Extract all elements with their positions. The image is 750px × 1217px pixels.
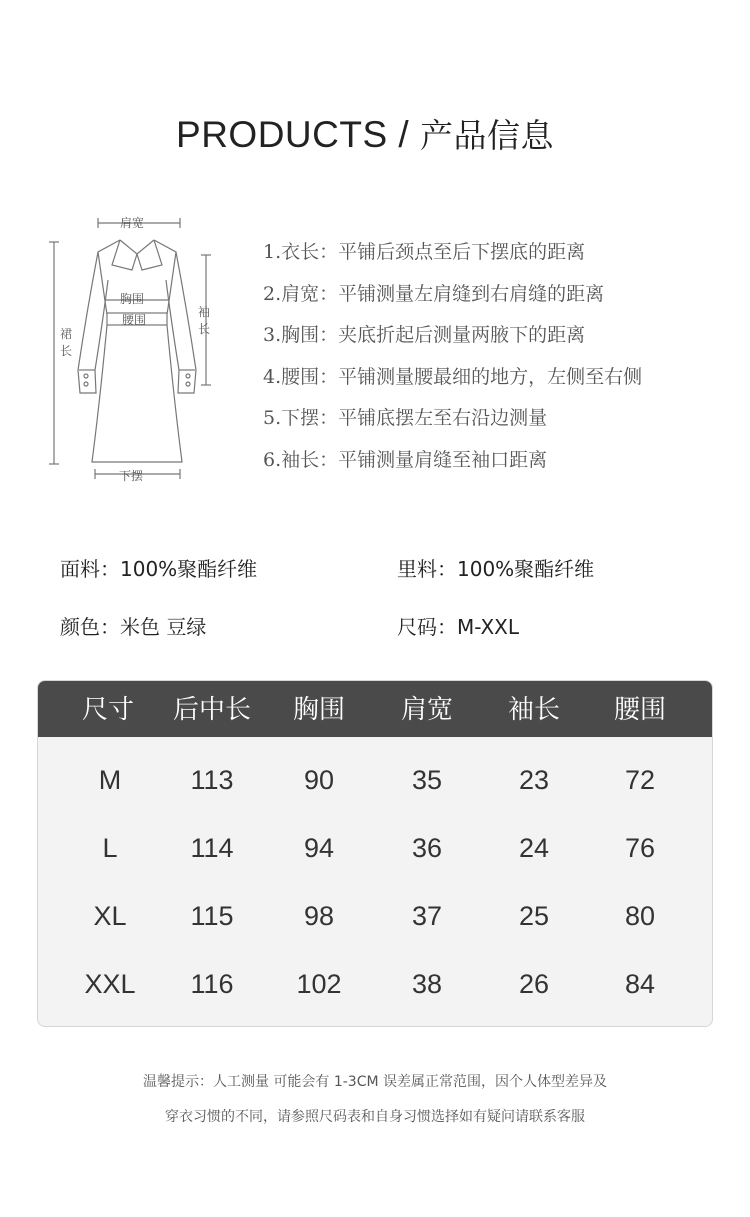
table-cell: 114 xyxy=(190,833,234,863)
table-cell: 72 xyxy=(624,765,656,795)
header-back-length: 后中长 xyxy=(172,695,251,725)
table-cell: L xyxy=(102,833,118,863)
spec-lining: 里料：100%聚酯纤维 xyxy=(397,557,595,581)
label-waist: 腰围 xyxy=(122,313,147,327)
note-item: 5.下摆：平铺底摆左至右沿边测量 xyxy=(263,407,548,429)
table-cell: 98 xyxy=(303,901,335,931)
table-cell: 36 xyxy=(411,833,443,863)
table-cell: 76 xyxy=(624,833,656,863)
tip-line-1: 温馨提示：人工测量 可能会有 1-3CM 误差属正常范围，因个人体型差异及 xyxy=(142,1074,608,1090)
label-chest: 胸围 xyxy=(120,292,145,306)
table-cell: 116 xyxy=(190,969,234,999)
label-sleeve-length-1: 袖 xyxy=(198,305,211,319)
note-item: 1.衣长：平铺后颈点至后下摆底的距离 xyxy=(263,241,586,263)
table-cell: 115 xyxy=(190,901,234,931)
table-cell: 35 xyxy=(411,765,443,795)
table-cell: 26 xyxy=(518,969,550,999)
table-cell: XXL xyxy=(84,969,136,999)
table-row xyxy=(38,882,712,950)
spec-fabric: 面料：100%聚酯纤维 xyxy=(60,557,258,581)
table-cell: 90 xyxy=(303,765,335,795)
note-item: 6.袖长：平铺测量肩缝至袖口距离 xyxy=(263,448,548,471)
title-en: PRODUCTS xyxy=(176,114,388,155)
spec-size-range: 尺码：M-XXL xyxy=(397,615,520,639)
table-row xyxy=(38,814,712,882)
note-item: 4.腰围：平铺测量腰最细的地方，左侧至右侧 xyxy=(263,365,643,388)
measurement-notes xyxy=(263,236,642,485)
table-cell: 24 xyxy=(518,833,550,863)
tip-line-2: 穿衣习惯的不同，请参照尺码表和自身习惯选择如有疑问请联系客服 xyxy=(165,1109,585,1125)
table-cell: XL xyxy=(93,901,127,931)
table-cell: 80 xyxy=(624,901,656,931)
table-cell: 113 xyxy=(190,765,234,795)
table-cell: 38 xyxy=(411,969,443,999)
title-separator: / xyxy=(387,114,420,155)
table-cell: 25 xyxy=(518,901,550,931)
table-row xyxy=(38,950,712,1018)
table-cell: 37 xyxy=(411,901,443,931)
dress-outline-icon xyxy=(40,210,230,485)
table-cell: M xyxy=(98,765,122,795)
size-table-header xyxy=(38,681,712,737)
header-waist: 腰围 xyxy=(613,695,666,725)
title-cn: 产品信息 xyxy=(419,116,554,155)
header-sleeve: 袖长 xyxy=(507,695,560,725)
label-hem: 下摆 xyxy=(119,469,144,483)
spec-color: 颜色：米色 豆绿 xyxy=(60,615,207,639)
dress-measurement-diagram xyxy=(40,210,230,485)
table-row xyxy=(38,746,712,814)
size-table xyxy=(37,680,713,1027)
table-cell: 102 xyxy=(296,969,342,999)
header-chest: 胸围 xyxy=(292,695,345,725)
note-item: 3.胸围：夹底折起后测量两腋下的距离 xyxy=(263,324,586,346)
label-skirt-length-2: 长 xyxy=(60,344,73,358)
table-cell: 23 xyxy=(518,765,550,795)
header-size: 尺寸 xyxy=(81,695,134,725)
table-cell: 94 xyxy=(303,833,335,863)
label-sleeve-length-2: 长 xyxy=(198,322,211,336)
label-shoulder: 肩宽 xyxy=(120,216,145,230)
header-shoulder: 肩宽 xyxy=(400,695,453,725)
table-cell: 84 xyxy=(624,969,656,999)
label-skirt-length-1: 裙 xyxy=(60,327,73,341)
page-title xyxy=(0,110,730,157)
note-item: 2.肩宽：平铺测量左肩缝到右肩缝的距离 xyxy=(263,282,605,305)
